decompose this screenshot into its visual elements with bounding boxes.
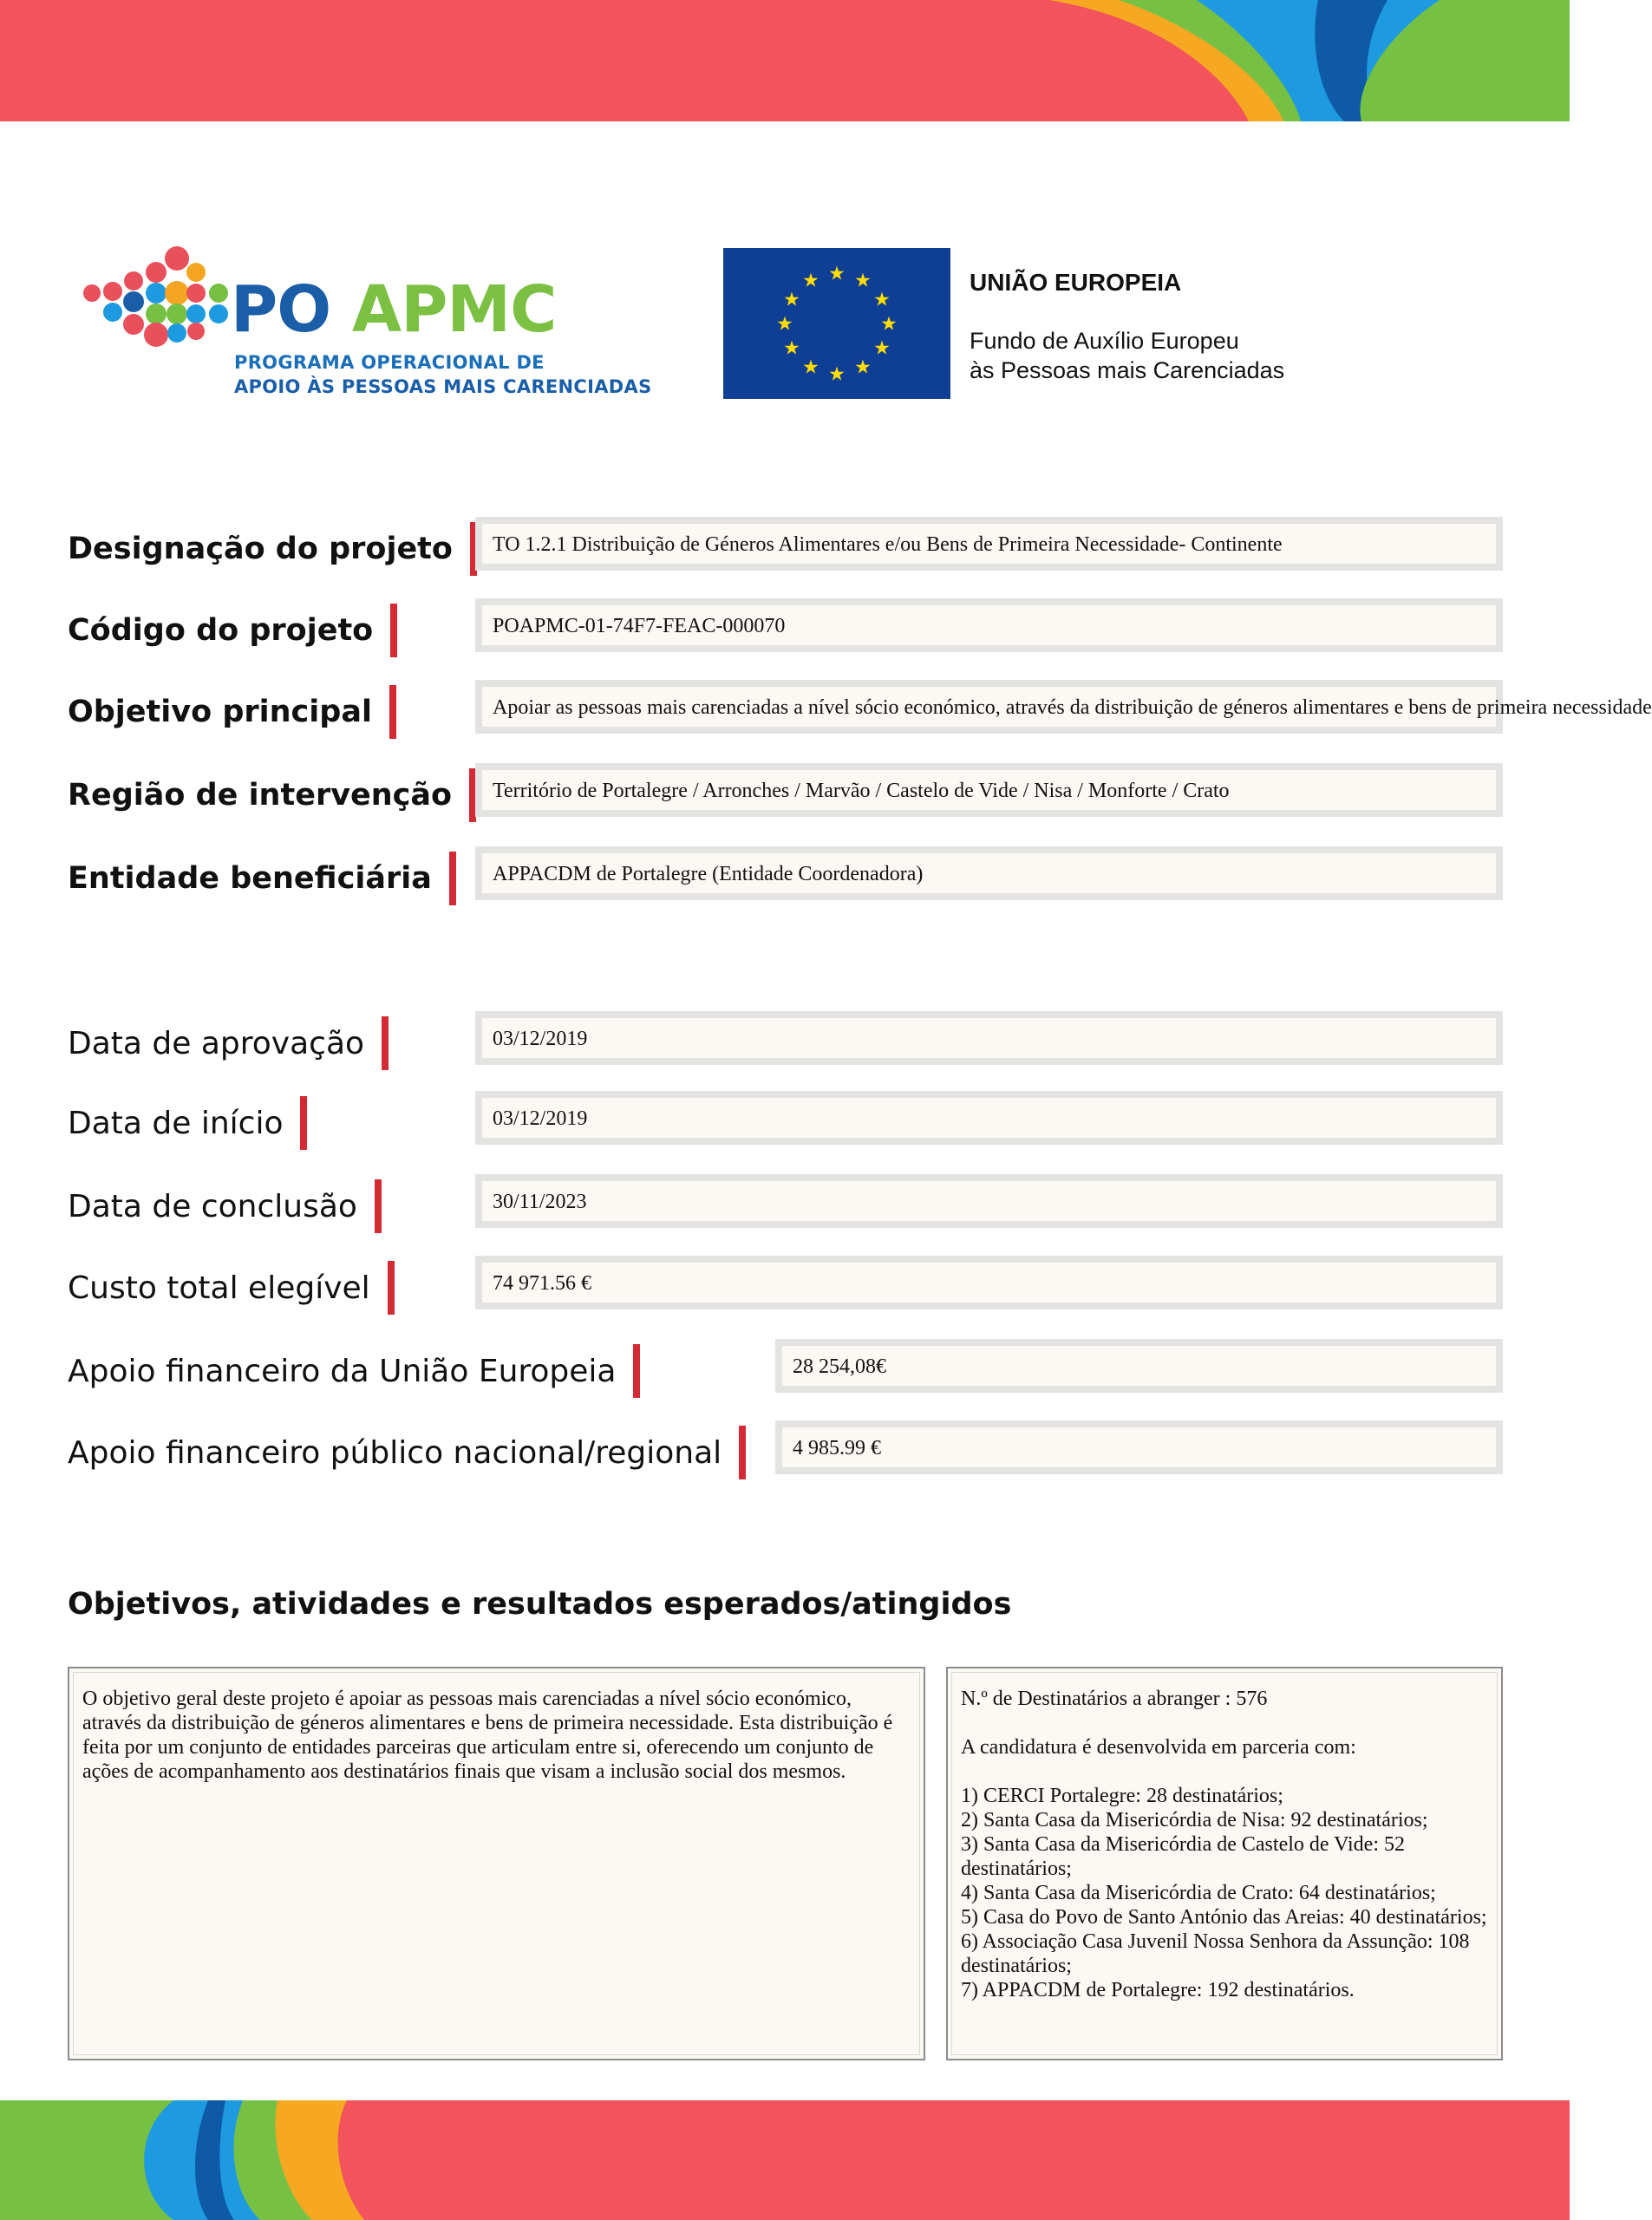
svg-text:★: ★: [783, 289, 800, 311]
row-label: [68, 1261, 395, 1315]
po-apmc-title: [231, 272, 557, 347]
field-data-inicio: [475, 1091, 1503, 1145]
eu-fund-line-1: Fundo de Auxílio Europeu: [970, 328, 1239, 354]
label-text: Apoio financeiro público nacional/regional: [68, 1434, 722, 1471]
field-value: 03/12/2019: [493, 1028, 588, 1050]
row-label: [68, 604, 397, 657]
row-label: [68, 768, 476, 822]
row-label: [68, 1096, 307, 1150]
row-entidade: [68, 846, 1503, 900]
row-apoio-ue: [68, 1339, 1503, 1393]
accent-bar: [375, 1179, 382, 1233]
accent-bar: [449, 852, 456, 905]
svg-text:★: ★: [776, 313, 793, 336]
field-value: 30/11/2023: [493, 1191, 587, 1213]
recipients-box: [946, 1667, 1503, 2060]
po-apmc-subtitle-1: PROGRAMA OPERACIONAL DE: [234, 352, 545, 373]
field-entidade: [475, 846, 1503, 900]
svg-text:★: ★: [873, 337, 891, 360]
row-label: [68, 1344, 640, 1398]
spacer: [961, 1760, 1488, 1784]
field-value: APPACDM de Portalegre (Entidade Coordenadora): [493, 863, 924, 885]
bottom-decorative-banner: [0, 2100, 1570, 2220]
svg-text:★: ★: [802, 270, 819, 292]
row-data-inicio: [68, 1091, 1503, 1145]
field-objetivo: [475, 680, 1652, 734]
objectives-description-box: [68, 1667, 925, 2060]
field-data-aprovacao: [475, 1011, 1503, 1065]
spacer: [961, 1711, 1488, 1735]
partner-item: 7) APPACDM de Portalegre: 192 destinatários.: [961, 1979, 1355, 2001]
field-value: Apoiar as pessoas mais carenciadas a nível sócio económico, através da distribuição de géneros alimentares e bens de primeira necessidade: [493, 696, 1652, 719]
svg-text:★: ★: [880, 313, 898, 336]
row-label: [68, 685, 396, 739]
label-text: Objetivo principal: [68, 695, 372, 729]
field-custo-total: [475, 1256, 1503, 1309]
accent-bar: [390, 604, 397, 657]
label-text: Data de aprovação: [68, 1025, 365, 1061]
label-text: Custo total elegível: [68, 1270, 370, 1306]
po-apmc-title-po: PO: [231, 272, 331, 347]
label-text: Entidade beneficiária: [68, 861, 432, 896]
partnership-intro: A candidatura é desenvolvida em parceria com:: [961, 1736, 1356, 1759]
svg-text:★: ★: [783, 337, 800, 360]
label-text: Código do projeto: [68, 613, 374, 648]
po-apmc-title-apmc: APMC: [351, 272, 557, 347]
field-data-conclusao: [475, 1174, 1503, 1228]
partner-item: 3) Santa Casa da Misericórdia de Castelo de Vide: 52 destinatários;: [961, 1833, 1405, 1880]
field-value: Território de Portalegre / Arronches / Marvão / Castelo de Vide / Nisa / Monforte / Crato: [493, 780, 1230, 802]
label-text: Apoio financeiro da União Europeia: [68, 1353, 617, 1389]
row-objetivo: [68, 680, 1652, 734]
logos-header: [68, 234, 1507, 425]
row-label: [68, 1179, 382, 1233]
row-label: [68, 852, 456, 905]
field-apoio-ue: [775, 1339, 1503, 1393]
accent-bar: [300, 1096, 307, 1150]
partner-item: 5) Casa do Povo de Santo António das Areias: 40 destinatários;: [961, 1906, 1487, 1929]
po-apmc-dots-icon: [83, 246, 239, 376]
svg-text:★: ★: [828, 363, 846, 386]
field-value: 74 971.56 €: [493, 1272, 591, 1295]
svg-text:★: ★: [873, 289, 891, 311]
accent-bar: [388, 1261, 395, 1315]
recipients-inner: [951, 1672, 1498, 2055]
eu-fund-line-2: às Pessoas mais Carenciadas: [970, 357, 1285, 383]
top-decorative-banner: [0, 0, 1570, 121]
row-designacao: [68, 517, 1503, 571]
field-value: 28 254,08€: [793, 1355, 886, 1378]
row-label: [68, 1016, 389, 1070]
field-codigo: [475, 598, 1503, 652]
accent-bar: [739, 1426, 746, 1479]
accent-bar: [633, 1344, 640, 1398]
row-codigo: [68, 598, 1503, 652]
eu-title: UNIÃO EUROPEIA: [970, 269, 1182, 296]
field-value: 03/12/2019: [493, 1107, 588, 1130]
label-text: Data de conclusão: [68, 1188, 357, 1224]
field-apoio-nacional: [775, 1420, 1503, 1474]
po-apmc-logo: [68, 234, 652, 408]
svg-text:★: ★: [828, 263, 846, 285]
row-data-aprovacao: [68, 1011, 1503, 1065]
row-data-conclusao: [68, 1174, 1503, 1228]
svg-text:★: ★: [854, 270, 872, 292]
label-text: Data de início: [68, 1105, 284, 1141]
partner-item: 1) CERCI Portalegre: 28 destinatários;: [961, 1785, 1283, 1807]
row-label: [68, 1426, 746, 1479]
row-regiao: [68, 763, 1503, 817]
po-apmc-subtitle-2: APOIO ÀS PESSOAS MAIS CARENCIADAS: [234, 376, 652, 397]
partner-item: 2) Santa Casa da Misericórdia de Nisa: 92 destinatários;: [961, 1809, 1428, 1832]
row-apoio-nacional: [68, 1420, 1503, 1474]
objectives-description: O objetivo geral deste projeto é apoiar as pessoas mais carenciadas a nível sócio económico, através da distribuição de géneros alimentares e bens de primeira necessidade. Esta distribuição é feita por um conjunto de entidades parceiras que articulam entre si, oferecendo um conjunto de ações de acompanhamento aos destinatários finais que visam a inclusão social dos mesmos.: [82, 1688, 893, 1783]
partner-item: 6) Associação Casa Juvenil Nossa Senhora da Assunção: 108 destinatários;: [961, 1930, 1470, 1977]
section-title-objetivos: Objetivos, atividades e resultados esperados/atingidos: [68, 1587, 1012, 1622]
svg-text:★: ★: [802, 356, 819, 379]
eu-flag-icon: [723, 248, 950, 399]
accent-bar: [382, 1016, 389, 1070]
field-value: TO 1.2.1 Distribuição de Géneros Alimentares e/ou Bens de Primeira Necessidade- Continente: [493, 533, 1283, 556]
label-text: Designação do projeto: [68, 532, 453, 566]
field-designacao: [475, 517, 1503, 571]
label-text: Região de intervenção: [68, 778, 453, 813]
field-regiao: [475, 763, 1503, 817]
partner-item: 4) Santa Casa da Misericórdia de Crato: 64 destinatários;: [961, 1882, 1436, 1904]
field-value: 4 985.99 €: [793, 1437, 881, 1459]
field-value: POAPMC-01-74F7-FEAC-000070: [493, 615, 786, 637]
row-label: [68, 522, 477, 576]
row-custo-total: [68, 1256, 1503, 1309]
recipients-count: N.º de Destinatários a abranger : 576: [961, 1688, 1268, 1710]
objectives-description-inner: [73, 1672, 920, 2055]
svg-text:★: ★: [854, 356, 872, 379]
accent-bar: [389, 685, 396, 739]
